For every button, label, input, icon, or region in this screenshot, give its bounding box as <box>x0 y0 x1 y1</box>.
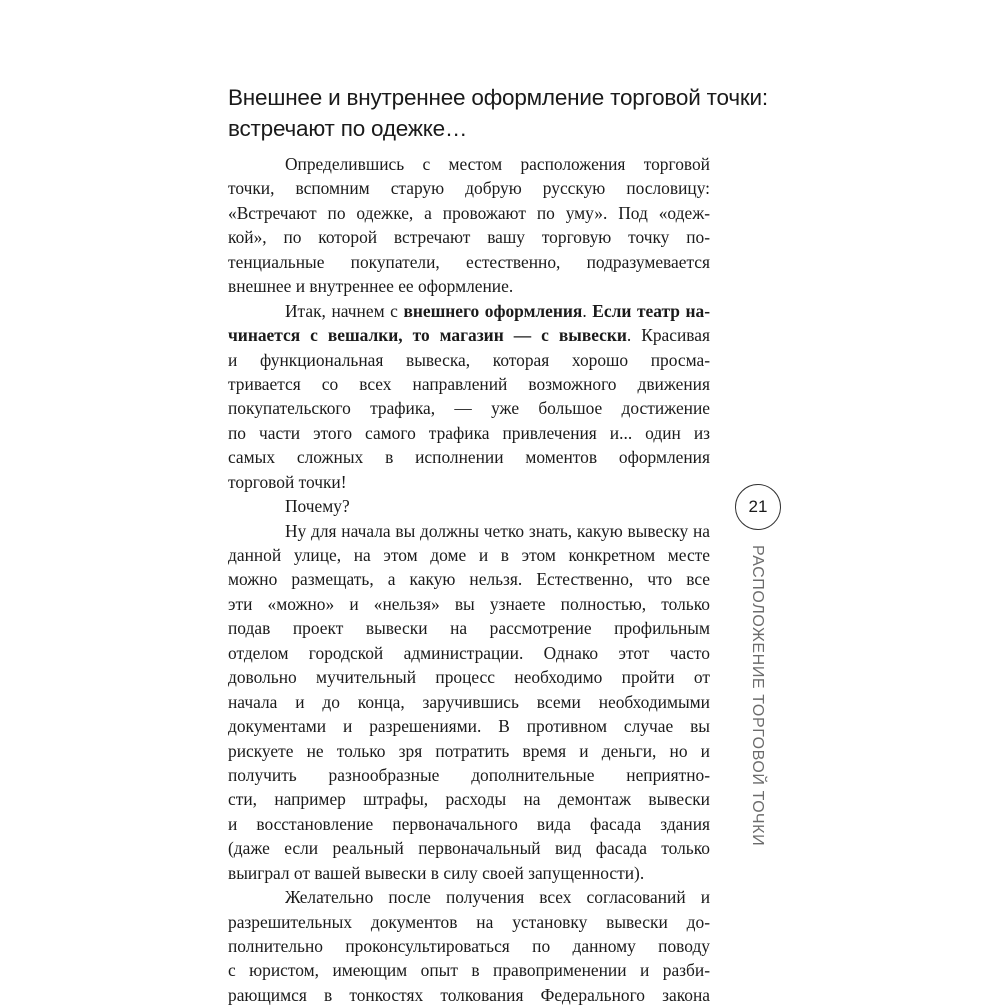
text-segment: Желательно после получения всех согласований и <box>285 887 710 908</box>
text-segment: внешнее и внутреннее ее оформление. <box>228 276 514 297</box>
text-segment: рискуете не только зря потратить время и деньги, но и <box>228 740 710 761</box>
text-line <box>228 739 710 763</box>
text-segment: отделом городской администрации. Однако этот часто <box>228 642 710 663</box>
text-line <box>228 274 710 298</box>
text-line <box>228 812 710 836</box>
text-segment: тривается со всех направлений возможного движения <box>228 373 710 394</box>
text-line <box>228 690 710 714</box>
text-segment: Ну для начала вы должны четко знать, какую вывеску на <box>285 520 710 541</box>
text-line <box>228 372 710 396</box>
text-segment: начала и до конца, заручившись всеми необходимыми <box>228 691 710 712</box>
text-segment: покупательского трафика, — уже большое достижение <box>228 398 710 419</box>
text-segment: и восстановление первоначального вида фасада здания <box>228 813 710 834</box>
text-segment: Почему? <box>285 496 350 517</box>
text-segment: можно размещать, а какую нельзя. Естественно, что все <box>228 569 710 590</box>
text-segment: полнительно проконсультироваться по данному поводу <box>228 936 710 956</box>
text-line <box>228 592 710 616</box>
text-segment: данной улице, на этом доме и в этом конкретном месте <box>228 545 710 565</box>
text-line <box>228 885 710 909</box>
text-line <box>228 543 710 567</box>
text-line <box>228 421 710 445</box>
text-line <box>228 323 710 347</box>
running-title: РАСПОЛОЖЕНИЕ ТОРГОВОЙ ТОЧКИ <box>749 545 766 847</box>
text-line <box>228 934 710 958</box>
text-segment: точки, вспомним старую добрую русскую пословицу: <box>228 178 710 199</box>
text-line <box>228 225 710 249</box>
text-line <box>228 176 710 200</box>
text-line <box>228 396 710 420</box>
text-line <box>228 567 710 591</box>
bold-text: чинается с вешалки, то магазин — с вывески <box>228 325 627 346</box>
text-line <box>228 763 710 787</box>
text-line <box>228 836 710 860</box>
text-segment: . Красивая <box>626 325 710 346</box>
text-segment: кой», по которой встречают вашу торговую точку по- <box>228 227 710 248</box>
page-number: 21 <box>735 484 781 530</box>
text-line <box>228 348 710 372</box>
text-segment: подав проект вывески на рассмотрение профильным <box>228 618 710 639</box>
text-line <box>228 861 710 885</box>
text-line <box>228 983 710 1007</box>
text-line <box>228 152 710 176</box>
heading-line-2: встречают по одежке… <box>228 116 468 141</box>
text-segment: «Встречают по одежке, а провожают по уму». Под «одеж- <box>228 202 710 223</box>
text-line <box>228 910 710 934</box>
text-line <box>228 250 710 274</box>
text-segment: тенциальные покупатели, естественно, подразумевается <box>228 251 710 272</box>
bold-text: Если театр на- <box>592 300 710 321</box>
text-segment: и функциональная вывеска, которая хорошо просма- <box>228 349 710 370</box>
text-line <box>228 787 710 811</box>
text-segment: с юристом, имеющим опыт в правоприменении и разби- <box>228 960 710 981</box>
text-line <box>228 470 710 494</box>
text-line <box>228 519 710 543</box>
text-line <box>228 714 710 738</box>
bold-text: внешнего оформления <box>403 300 583 321</box>
text-line <box>228 201 710 225</box>
text-line <box>228 494 710 518</box>
text-segment: торговой точки! <box>228 471 347 492</box>
text-segment: (даже если реальный первоначальный вид фасада только <box>228 838 710 859</box>
text-segment: выиграл от вашей вывески в силу своей запущенности). <box>228 862 645 883</box>
text-segment: разрешительных документов на установку вывески до- <box>228 911 710 932</box>
text-segment: довольно мучительный процесс необходимо пройти от <box>228 667 710 688</box>
section-heading <box>228 82 768 144</box>
text-segment: по части этого самого трафика привлечения и... один из <box>228 422 710 443</box>
text-segment: Итак, начнем с <box>285 300 404 321</box>
text-line <box>228 641 710 665</box>
text-segment: самых сложных в исполнении моментов оформления <box>228 447 710 468</box>
text-line <box>228 958 710 982</box>
heading-line-1: Внешнее и внутреннее оформление торговой точки: <box>228 85 768 110</box>
text-line <box>228 616 710 640</box>
text-segment: сти, например штрафы, расходы на демонтаж вывески <box>228 789 710 810</box>
text-segment: документами и разрешениями. В противном случае вы <box>228 716 710 737</box>
text-line <box>228 299 710 323</box>
text-line <box>228 665 710 689</box>
body-text <box>228 152 710 1007</box>
text-segment: получить разнообразные дополнительные неприятно- <box>228 764 710 785</box>
text-line <box>228 445 710 469</box>
text-segment: рающимся в тонкостях толкования Федерального закона <box>228 984 710 1005</box>
text-segment: . <box>582 300 593 321</box>
text-segment: Определившись с местом расположения торговой <box>285 154 710 174</box>
text-segment: эти «можно» и «нельзя» вы узнаете полностью, только <box>228 593 710 614</box>
